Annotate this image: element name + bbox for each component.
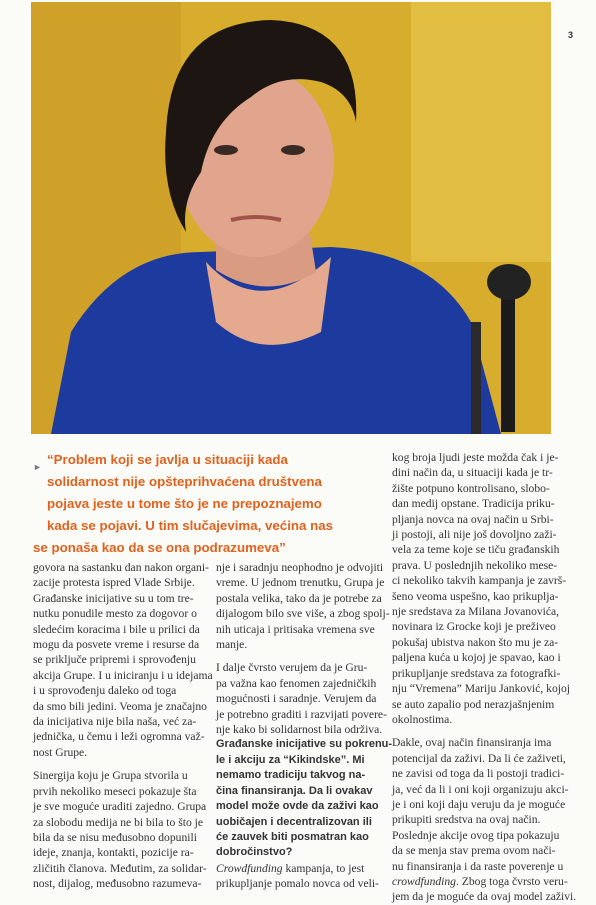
text-line: Građanske inicijative su u tom tre- (33, 591, 194, 605)
text-line: da smo bili jedini. Veoma je značajno (33, 699, 207, 713)
text-line: žište potpuno kontrolisano, slobo- (392, 481, 550, 495)
text-column-2 (216, 560, 393, 892)
text-line: kog broja ljudi jeste možda čak i je- (392, 451, 559, 464)
quote-line: “Problem koji se javlja u situaciji kada (47, 452, 288, 467)
portrait-photo (31, 2, 551, 434)
text-line: ci nekoliko takvih kampanja je završ- (392, 574, 567, 588)
text-line: i u sprovođenju daleko od toga (33, 684, 177, 698)
italic-term: crowdfunding (392, 874, 456, 888)
text-line: ja, već da li i oni koji organizuju akci- (392, 782, 569, 796)
question-line: nemamo tradiciju takvog na- (216, 769, 366, 782)
text-line: nih uticaja i pritisaka vremena sve (216, 622, 375, 636)
text-line: manje. (216, 638, 248, 652)
text-line: paljena kuća u kojoj je spavao, kao i (392, 651, 561, 665)
text-line: nost, dijalog, međusobno razumeva- (33, 877, 202, 891)
quote-line: kada se pojavi. U tim slučajevima, većina nas (47, 518, 334, 533)
text-line: Dakle, ovaj način finansiranja ima (392, 736, 552, 750)
text-line: nu finansiranja i da raste poverenje u (392, 859, 564, 873)
text-line: vela za teme koje se tiču građanskih (392, 543, 560, 557)
text-line: okolnostima. (392, 712, 453, 726)
text-line: prikupiti sredstva na ovaj način. (392, 813, 541, 827)
text-line: ne zavisi od toga da li postoji tradici- (392, 767, 565, 781)
text-line: zacije protesta ispred Vlade Srbije. (33, 576, 195, 590)
text-line: prava. U poslednjih nekoliko mese- (392, 558, 558, 572)
question-line: le i akciju za “Kikindske”. Mi (216, 753, 365, 766)
page-number: 3 (568, 30, 574, 40)
text-line: pokušaj ubistva nakon što mu je za- (392, 635, 559, 649)
text-line: Sinergija koju je Grupa stvorila u (33, 769, 188, 783)
text-line: ideje, znanja, kontakti, pozicije ra- (33, 846, 194, 860)
quote-arrow-icon: ► (33, 462, 42, 472)
text-column-3 (392, 450, 577, 905)
text-line: zličitih članova. Međutim, za solidar- (33, 861, 207, 875)
text-line: I dalje čvrsto verujem da je Gru- (216, 661, 368, 675)
quote-line: pojava jeste u tome što je ne prepoznajemo (47, 496, 322, 511)
question-line: će zauvek biti posmatran kao (216, 830, 369, 843)
text-line: vreme. U jednom trenutku, Grupa je (216, 576, 385, 590)
question-line: uobičajen i decentralizovan ili (216, 815, 372, 828)
text-line: Poslednje akcije ovog tipa pokazuju (392, 828, 560, 842)
text-fragment: . Zbog toga čvrsto veru- (455, 874, 568, 888)
text-line: nutku ponudile mesto za dogovor o (33, 607, 197, 621)
text-line: pa važna kao fenomen zajedničkih (216, 676, 377, 690)
text-line: dini način da, u situaciji kada je tr- (392, 466, 553, 480)
text-line: prvih nekoliko meseci pokazuje šta (33, 784, 197, 798)
pull-quote (33, 449, 363, 559)
text-line: da se menja stav prema ovom nači- (392, 844, 556, 858)
text-line: pljanja novca na ovaj način u Srbi- (392, 512, 554, 526)
text-line: nje kako bi solidarnost bila održiva. (216, 723, 383, 737)
text-line: jednička, u čemu i leži ogromna važ- (33, 730, 205, 744)
text-line: dan medij opstane. Tradicija priku- (392, 497, 555, 511)
text-line: dijalogom bilo sve više, a zbog spolj- (216, 607, 390, 621)
text-line: šeno veoma uspešno, kao prikuplja- (392, 589, 559, 603)
text-line: nje i saradnju neophodno je odvojiti (216, 561, 384, 574)
text-line: je sve moguće uraditi zajedno. Grupa (33, 800, 207, 814)
text-line: da inicijativa nije bila naša, već za- (33, 715, 197, 729)
text-line: za slobodu medija ne bi bila to što je (33, 815, 204, 829)
text-column-1 (33, 560, 213, 892)
question-line: dobročinstvo? (216, 846, 293, 859)
text-line (216, 861, 384, 876)
question-line: čina finansiranja. Da li ovakav (216, 784, 373, 797)
portrait-illustration (31, 2, 551, 434)
text-line: potencijal da zaživi. Da li će zaživeti, (392, 751, 566, 765)
text-line: novinara iz Grocke koji je preživeo (392, 620, 556, 634)
text-line: nje sredstava za Milana Jovanovića, (392, 605, 560, 619)
text-line: prikupljanje sredstava za fotografki- (392, 666, 561, 680)
text-line (392, 874, 568, 889)
text-line: se priključe pripremi i sprovođenju (33, 653, 196, 667)
text-line: se auto zapalio pod nerazjašnjenim (392, 697, 555, 711)
text-line: jem da je moguće da ovaj model zaživi. (392, 890, 577, 904)
text-line: govora na sastanku dan nakon organi- (33, 561, 209, 574)
text-line: postala velika, tako da je potrebe za (216, 591, 382, 605)
quote-line: se ponaša kao da se ona podrazumeva” (33, 540, 286, 555)
question-line: Građanske inicijative su pokrenu- (216, 738, 393, 751)
text-line: sledećim koracima i bile u prilici da (33, 622, 200, 636)
text-line: mogućnosti i saradnje. Verujem da (216, 692, 377, 706)
italic-term: Crowdfunding (216, 861, 283, 875)
text-line: bila da se nisu međusobno dopunili (33, 830, 197, 844)
text-line: ji postoji, ali nije još dovoljno zaži- (392, 528, 557, 542)
text-line: je potrebno graditi i razvijati povere- (216, 707, 387, 721)
question-line: model može ovde da zaživi kao (216, 800, 379, 813)
text-fragment: kampanja, to jest (282, 861, 365, 875)
text-line: prikupljanje pomalo novca od veli- (216, 877, 379, 891)
text-line: mogu da posvete vreme i resurse da (33, 638, 200, 652)
text-line: nju “Vremena” Mariju Janković, kojoj (392, 682, 570, 696)
text-line: je i oni koji daju veruju da je moguće (392, 797, 566, 811)
quote-line: solidarnost nije opšteprihvaćena društvena (47, 474, 322, 489)
text-line: akcija Grupe. I u iniciranju i u idejama (33, 668, 213, 682)
text-line: nost Grupe. (33, 745, 88, 759)
